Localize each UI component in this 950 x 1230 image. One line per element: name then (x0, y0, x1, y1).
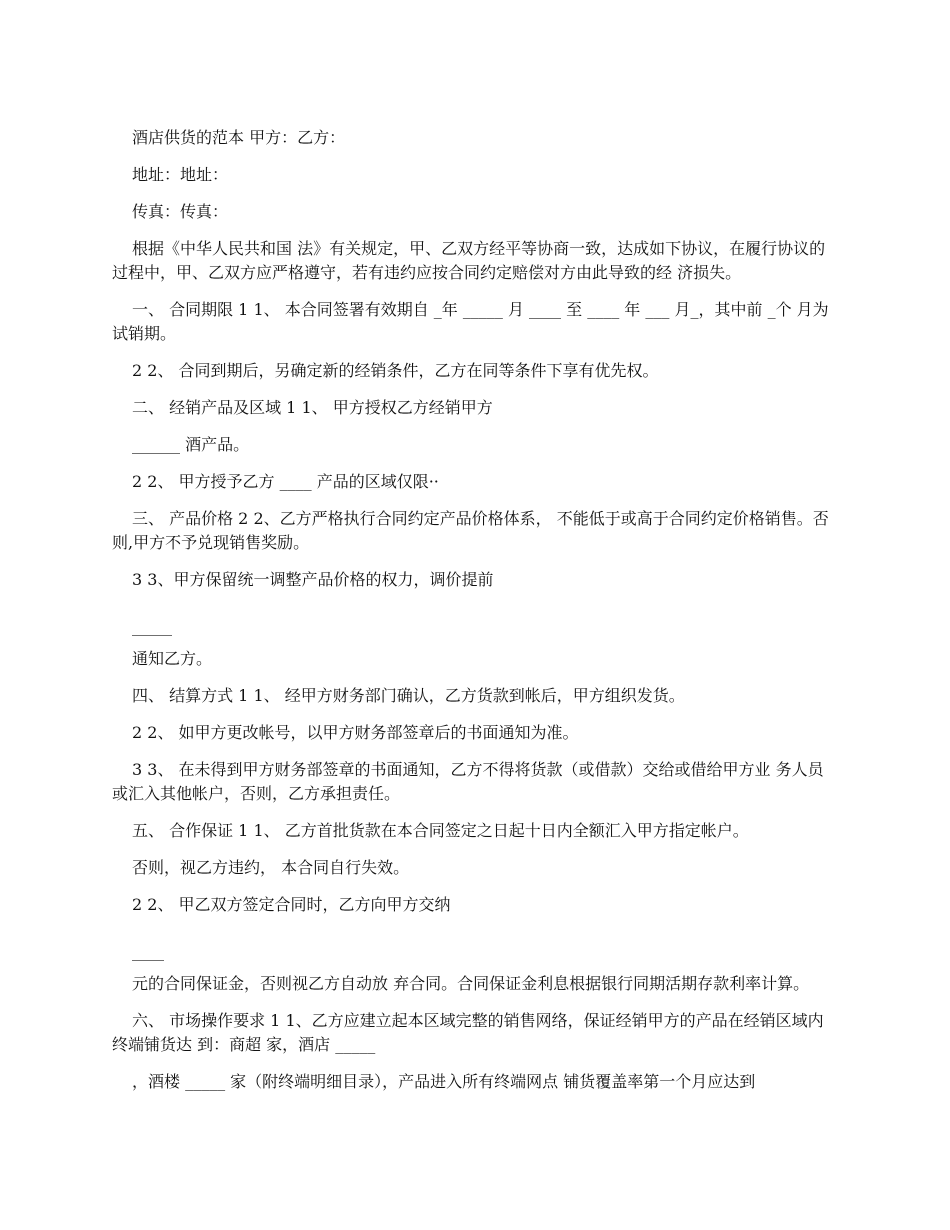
clause-5-2: 2 2、 甲乙双方签定合同时，乙方向甲方交纳 (132, 895, 451, 914)
clause-3-3-blank: _____ (132, 617, 172, 636)
clause-5-2-blank: ____ (132, 942, 164, 961)
clause-1-term: 一、 合同期限 1 1、 本合同签署有效期自 _年 _____ 月 ____ 至 ____ 年 ___ 月_，其中前 _个 月为试销期。 (112, 300, 829, 343)
clause-6-market: 六、 市场操作要求 1 1、乙方应建立起本区域完整的销售网络，保证经销甲方的产品在经销区域内终端铺货达 到：商超 家，酒店 _____ (112, 1011, 824, 1054)
clause-5-2-deposit: 元的合同保证金，否则视乙方自动放 弃合同。合同保证金利息根据银行同期活期存款利率计算。 (132, 974, 810, 993)
clause-2-2: 2 2、 甲方授予乙方 ____ 产品的区域仅限·· (132, 472, 439, 491)
clause-4-2: 2 2、 如甲方更改帐号，以甲方财务部签章后的书面通知为准。 (132, 723, 579, 742)
clause-3-price: 三、 产品价格 2 2、乙方严格执行合同约定产品价格体系， 不能低于或高于合同约定价格销售。否则,甲方不予兑现销售奖励。 (112, 509, 829, 552)
address-line: 地址：地址： (132, 165, 229, 184)
clause-2-products: 二、 经销产品及区域 1 1、 甲方授权乙方经销甲方 (132, 398, 493, 417)
clause-2-product-blank: ______ 酒产品。 (132, 435, 250, 454)
clause-4-3: 3 3、 在未得到甲方财务部签章的书面通知，乙方不得将货款（或借款）交给或借给甲方业 务人员或汇入其他帐户，否则，乙方承担责任。 (112, 760, 824, 803)
clause-5-guarantee: 五、 合作保证 1 1、 乙方首批货款在本合同签定之日起十日内全额汇入甲方指定帐户。 (132, 821, 749, 840)
clause-5-otherwise: 否则，视乙方违约， 本合同自行失效。 (132, 858, 410, 877)
clause-4-settlement: 四、 结算方式 1 1、 经甲方财务部门确认，乙方货款到帐后，甲方组织发货。 (132, 686, 685, 705)
fax-line: 传真：传真： (132, 202, 229, 221)
preamble-paragraph: 根据《中华人民共和国 法》有关规定，甲、乙双方经平等协商一致，达成如下协议，在履行协议的过程中，甲、乙双方应严格遵守，若有违约应按合同约定赔偿对方由此导致的经 济损失。 (112, 239, 826, 282)
doc-title-line: 酒店供货的范本 甲方：乙方： (132, 128, 346, 147)
clause-3-3-notify: 通知乙方。 (132, 649, 213, 668)
clause-1-2: 2 2、 合同到期后，另确定新的经销条件，乙方在同等条件下享有优先权。 (132, 361, 659, 380)
document-body (112, 126, 832, 1107)
clause-3-3: 3 3、甲方保留统一调整产品价格的权力，调价提前 (132, 570, 494, 589)
clause-6-coverage: ，酒楼 _____ 家（附终端明细目录），产品进入所有终端网点 铺货覆盖率第一个月应达到 (132, 1072, 756, 1091)
